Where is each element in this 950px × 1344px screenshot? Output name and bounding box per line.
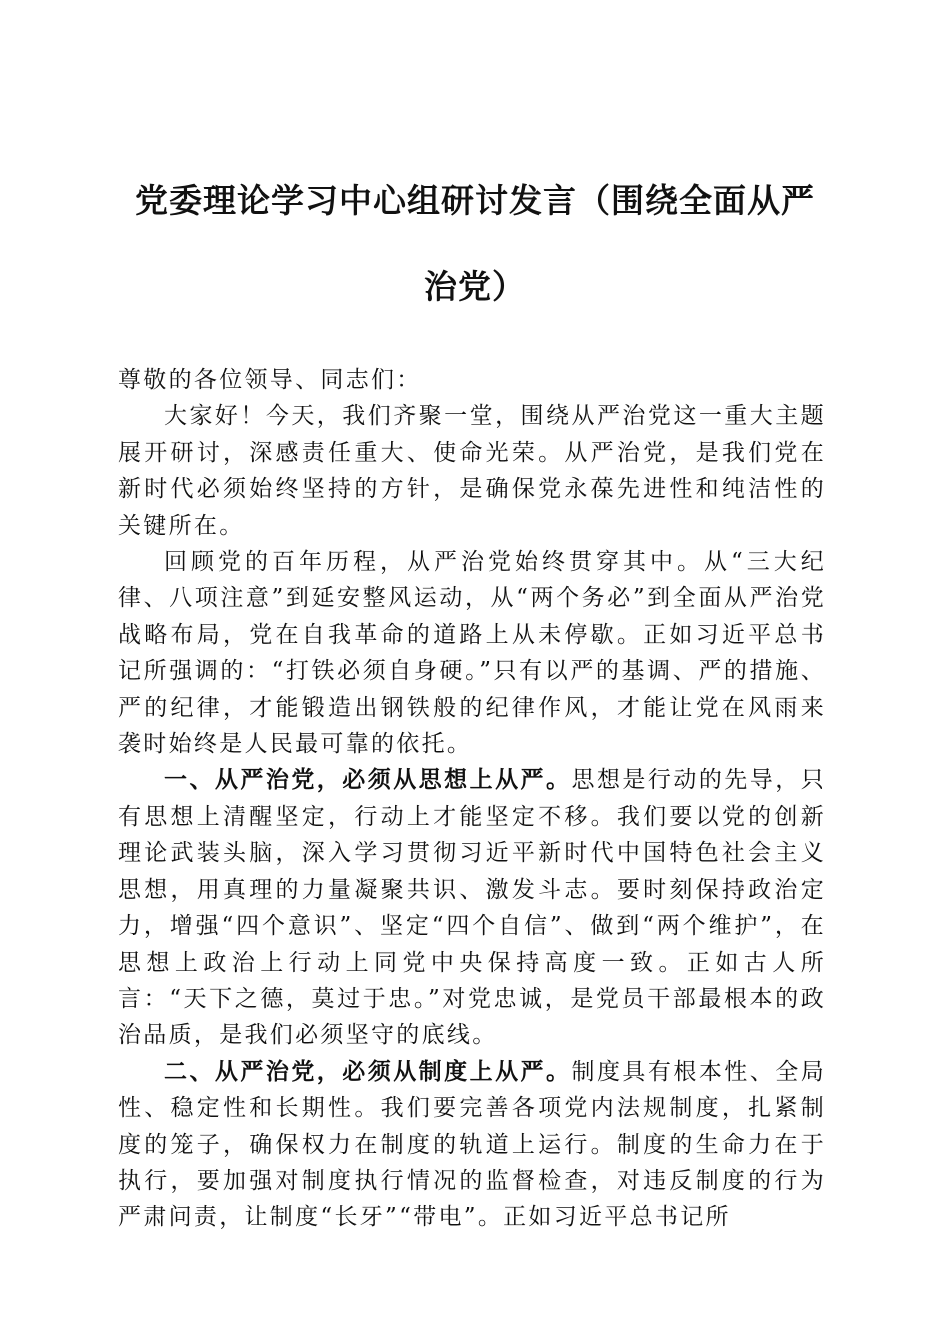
title-line-2: 治党）: [424, 267, 526, 306]
paragraph: [118, 398, 826, 544]
paragraph-text: 回顾党的百年历程，从严治党始终贯穿其中。从“三大纪律、八项注意”到延安整风运动，从“两个务必”到全面从严治党战略布局，党在自我革命的道路上从未停歇。正如习近平总书记所强调的：“打铁必须自身硬。”只有以严的基调、严的措施、严的纪律，才能锻造出钢铁般的纪律作风，才能让党在风雨来袭时始终是人民最可靠的依托。: [118, 549, 826, 758]
paragraph-lead: 二、从严治党，必须从制度上从严。: [164, 1058, 572, 1085]
paragraph-text: 思想是行动的先导，只有思想上清醒坚定，行动上才能坚定不移。我们要以党的创新理论武装头脑，深入学习贯彻习近平新时代中国特色社会主义思想，用真理的力量凝聚共识、激发斗志。要时刻保持政治定力，增强“四个意识”、坚定“四个自信”、做到“两个维护”，在思想上政治上行动上同党中央保持高度一致。正如古人所言：“天下之德，莫过于忠。”对党忠诚，是党员干部最根本的政治品质，是我们必须坚守的底线。: [118, 767, 826, 1049]
paragraph: [118, 544, 826, 762]
title-line-1: 党委理论学习中心组研讨发言（围绕全面从严: [135, 181, 815, 220]
paragraph: [118, 1054, 826, 1236]
paragraph-text: 制度具有根本性、全局性、稳定性和长期性。我们要完善各项党内法规制度，扎紧制度的笼子，确保权力在制度的轨道上运行。制度的生命力在于执行，要加强对制度执行情况的监督检查，对违反制度的行为严肃问责，让制度“长牙”“带电”。正如习近平总书记所: [118, 1058, 826, 1231]
paragraph-lead: 一、从严治党，必须从思想上从严。: [164, 767, 572, 794]
paragraph-text: 大家好！今天，我们齐聚一堂，围绕从严治党这一重大主题展开研讨，深感责任重大、使命光荣。从严治党，是我们党在新时代必须始终坚持的方针，是确保党永葆先进性和纯洁性的关键所在。: [118, 403, 826, 539]
paragraph: [118, 762, 826, 1053]
document-title: [100, 158, 850, 330]
salutation: 尊敬的各位领导、同志们：: [118, 367, 422, 393]
document-body: [118, 362, 826, 1236]
